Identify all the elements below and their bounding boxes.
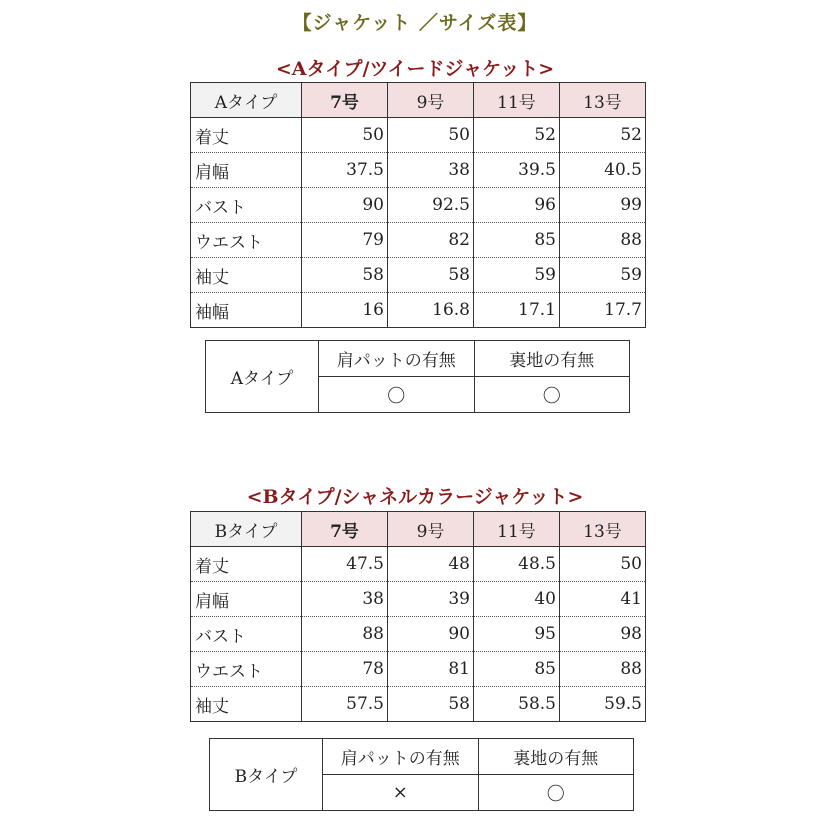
size-table-a: [190, 82, 646, 328]
table-cell: 16: [302, 293, 388, 328]
table-cell: 88: [560, 223, 646, 258]
row-label: 袖幅: [191, 293, 302, 328]
row-label: 袖丈: [191, 687, 302, 722]
section-a-title: <Aタイプ/ツイードジャケット>: [275, 58, 555, 80]
header-size-9: 9号: [388, 512, 474, 547]
table-cell: 88: [302, 617, 388, 652]
header-size-13: 13号: [560, 512, 646, 547]
table-cell: 39: [388, 582, 474, 617]
table-row: [191, 293, 646, 328]
table-row: [191, 188, 646, 223]
table-cell: 40.5: [560, 153, 646, 188]
table-cell: 41: [560, 582, 646, 617]
row-label: 肩幅: [191, 582, 302, 617]
table-cell: 81: [388, 652, 474, 687]
table-row: [191, 652, 646, 687]
lining-header: 裏地の有無: [478, 739, 634, 775]
table-row: [191, 547, 646, 582]
row-label: 着丈: [191, 547, 302, 582]
row-label: ウエスト: [191, 652, 302, 687]
page-title: 【ジャケット ／サイズ表】: [292, 12, 538, 34]
row-label: バスト: [191, 188, 302, 223]
row-label: 着丈: [191, 118, 302, 153]
table-row: [191, 153, 646, 188]
table-row: [191, 617, 646, 652]
table-cell: 99: [560, 188, 646, 223]
table-cell: 79: [302, 223, 388, 258]
table-row: [191, 223, 646, 258]
header-size-7: 7号: [302, 83, 388, 118]
table-cell: 16.8: [388, 293, 474, 328]
table-cell: 85: [474, 652, 560, 687]
table-cell: 58.5: [474, 687, 560, 722]
section-b-title: <Bタイプ/シャネルカラージャケット>: [246, 486, 584, 508]
row-label: バスト: [191, 617, 302, 652]
table-cell: 37.5: [302, 153, 388, 188]
table-cell: 50: [388, 118, 474, 153]
size-table-header: [191, 512, 646, 547]
row-label: 袖丈: [191, 258, 302, 293]
table-cell: 59: [560, 258, 646, 293]
shoulder-pad-header: 肩パットの有無: [323, 739, 479, 775]
size-table-header: [191, 83, 646, 118]
table-row: [191, 687, 646, 722]
size-table-b: [190, 511, 646, 722]
table-cell: 48: [388, 547, 474, 582]
options-table-b: [209, 738, 634, 811]
header-size-7: 7号: [302, 512, 388, 547]
options-type-label: Bタイプ: [210, 739, 323, 811]
lining-value: 〇: [478, 775, 634, 811]
header-type-cell: Aタイプ: [191, 83, 302, 118]
table-cell: 40: [474, 582, 560, 617]
row-label: ウエスト: [191, 223, 302, 258]
table-cell: 92.5: [388, 188, 474, 223]
table-cell: 52: [474, 118, 560, 153]
header-type-cell: Bタイプ: [191, 512, 302, 547]
table-cell: 95: [474, 617, 560, 652]
table-cell: 90: [388, 617, 474, 652]
table-cell: 57.5: [302, 687, 388, 722]
table-cell: 85: [474, 223, 560, 258]
table-cell: 17.1: [474, 293, 560, 328]
table-cell: 58: [388, 687, 474, 722]
header-size-9: 9号: [388, 83, 474, 118]
table-cell: 82: [388, 223, 474, 258]
table-row: [191, 118, 646, 153]
options-type-label: Aタイプ: [206, 341, 319, 413]
table-cell: 96: [474, 188, 560, 223]
table-cell: 59.5: [560, 687, 646, 722]
table-cell: 50: [560, 547, 646, 582]
table-cell: 48.5: [474, 547, 560, 582]
table-cell: 17.7: [560, 293, 646, 328]
table-cell: 47.5: [302, 547, 388, 582]
lining-value: 〇: [474, 377, 630, 413]
table-cell: 39.5: [474, 153, 560, 188]
table-cell: 90: [302, 188, 388, 223]
table-row: [191, 582, 646, 617]
table-cell: 78: [302, 652, 388, 687]
header-size-11: 11号: [474, 512, 560, 547]
shoulder-pad-value: 〇: [319, 377, 475, 413]
table-cell: 38: [388, 153, 474, 188]
row-label: 肩幅: [191, 153, 302, 188]
table-row: [191, 258, 646, 293]
header-size-11: 11号: [474, 83, 560, 118]
shoulder-pad-value: ×: [323, 775, 479, 811]
options-table-a: [205, 340, 630, 413]
header-size-13: 13号: [560, 83, 646, 118]
table-cell: 52: [560, 118, 646, 153]
table-cell: 58: [388, 258, 474, 293]
lining-header: 裏地の有無: [474, 341, 630, 377]
table-cell: 98: [560, 617, 646, 652]
table-cell: 50: [302, 118, 388, 153]
table-cell: 59: [474, 258, 560, 293]
shoulder-pad-header: 肩パットの有無: [319, 341, 475, 377]
table-cell: 88: [560, 652, 646, 687]
table-cell: 38: [302, 582, 388, 617]
table-cell: 58: [302, 258, 388, 293]
